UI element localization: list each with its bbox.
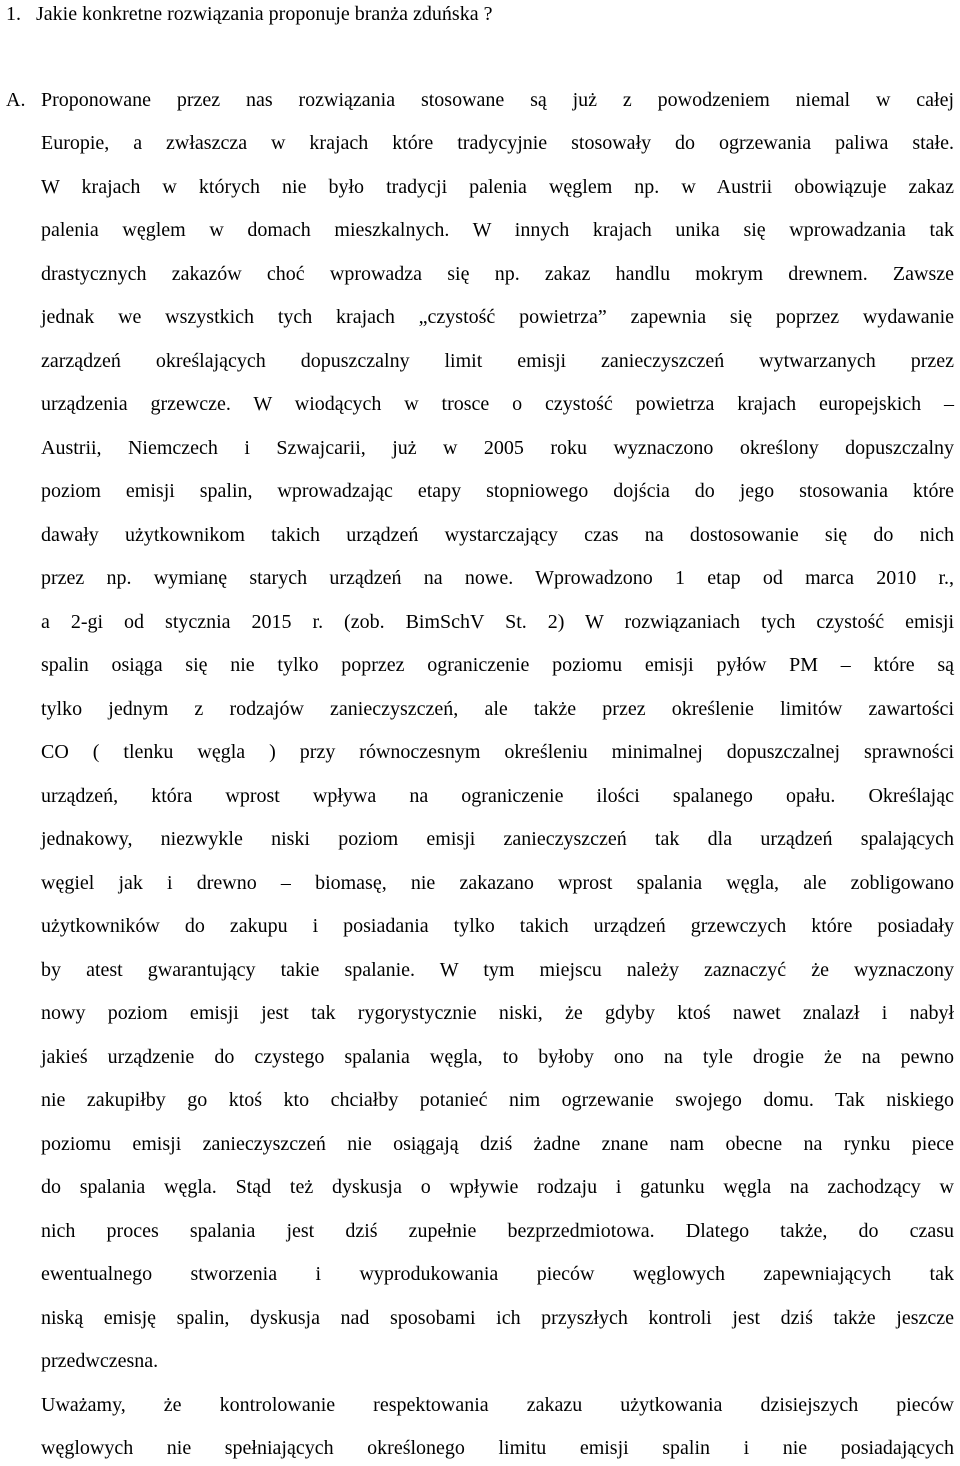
answer-line: niską emisję spalin, dyskusja nad sposobami ich przyszłych kontroli jest dziś także jeszcze <box>41 1307 954 1329</box>
answer-line: jednakowy, niezwykle niski poziom emisji zanieczyszczeń tak dla urządzeń spalających <box>41 828 954 850</box>
answer-line: W krajach w których nie było tradycji palenia węglem np. w Austrii obowiązuje zakaz <box>41 176 954 198</box>
answer-line: nowy poziom emisji jest tak rygorystycznie niski, że gdyby ktoś nawet znalazł i nabył <box>41 1002 954 1024</box>
answer-line: poziomu emisji zanieczyszczeń nie osiągają dziś żadne znane nam obecne na rynku piece <box>41 1133 954 1155</box>
answer-line: zarządzeń określających dopuszczalny limit emisji zanieczyszczeń wytwarzanych przez <box>41 350 954 372</box>
answer-line: do spalania węgla. Stąd też dyskusja o wpływie rodzaju i gatunku węgla na zachodzący w <box>41 1176 954 1198</box>
answer-line: dawały użytkownikom takich urządzeń wystarczający czas na dostosowanie się do nich <box>41 524 954 546</box>
answer-line: jednak we wszystkich tych krajach „czystość powietrza” zapewnia się poprzez wydawanie <box>41 306 954 328</box>
answer-line: CO ( tlenku węgla ) przy równoczesnym określeniu minimalnej dopuszczalnej sprawności <box>41 741 954 763</box>
answer-line: spalin osiąga się nie tylko poprzez ograniczenie poziomu emisji pyłów PM – które są <box>41 654 954 676</box>
answer-line: węglowych nie spełniających określonego limitu emisji spalin i nie posiadających <box>41 1437 954 1459</box>
answer-line: tylko jednym z rodzajów zanieczyszczeń, ale także przez określenie limitów zawartości <box>41 698 954 720</box>
answer-line: węgiel jak i drewno – biomasę, nie zakazano wprost spalania węgla, ale zobligowano <box>41 872 954 894</box>
answer-line: by atest gwarantujący takie spalanie. W tym miejscu należy zaznaczyć że wyznaczony <box>41 959 954 981</box>
answer-line: Austrii, Niemczech i Szwajcarii, już w 2005 roku wyznaczono określony dopuszczalny <box>41 437 954 459</box>
answer-line: urządzenia grzewcze. W wiodących w trosce o czystość powietrza krajach europejskich – <box>41 393 954 415</box>
answer-line: a 2-gi od stycznia 2015 r. (zob. BimSchV St. 2) W rozwiązaniach tych czystość emisji <box>41 611 954 633</box>
answer-line: przez np. wymianę starych urządzeń na nowe. Wprowadzono 1 etap od marca 2010 r., <box>41 567 954 589</box>
answer-line: urządzeń, która wprost wpływa na ograniczenie ilości spalanego opału. Określając <box>41 785 954 807</box>
answer-line: palenia węglem w domach mieszkalnych. W innych krajach unika się wprowadzania tak <box>41 219 954 241</box>
answer-label: A. <box>6 89 26 111</box>
answer-line: Proponowane przez nas rozwiązania stosowane są już z powodzeniem niemal w całej <box>41 89 954 111</box>
answer-line: Uważamy, że kontrolowanie respektowania zakazu użytkowania dzisiejszych pieców <box>41 1394 954 1416</box>
answer-line: nie zakupiłby go ktoś kto chciałby potanieć nim ogrzewanie swojego domu. Tak niskiego <box>41 1089 954 1111</box>
answer-line: ewentualnego stworzenia i wyprodukowania pieców węglowych zapewniających tak <box>41 1263 954 1285</box>
question-text: Jakie konkretne rozwiązania proponuje branża zduńska ? <box>36 3 493 25</box>
answer-line: jakieś urządzenie do czystego spalania węgla, to byłoby ono na tyle drogie że na pewno <box>41 1046 954 1068</box>
answer-line: przedwczesna. <box>41 1350 159 1372</box>
question-number: 1. <box>6 3 21 25</box>
answer-line: Europie, a zwłaszcza w krajach które tradycyjnie stosowały do ogrzewania paliwa stałe. <box>41 132 954 154</box>
answer-line: użytkowników do zakupu i posiadania tylko takich urządzeń grzewczych które posiadały <box>41 915 954 937</box>
answer-line: poziom emisji spalin, wprowadzając etapy stopniowego dojścia do jego stosowania które <box>41 480 954 502</box>
question-heading <box>6 4 492 24</box>
answer-line: nich proces spalania jest dziś zupełnie bezprzedmiotowa. Dlatego także, do czasu <box>41 1220 954 1242</box>
answer-line: drastycznych zakazów choć wprowadza się np. zakaz handlu mokrym drewnem. Zawsze <box>41 263 954 285</box>
